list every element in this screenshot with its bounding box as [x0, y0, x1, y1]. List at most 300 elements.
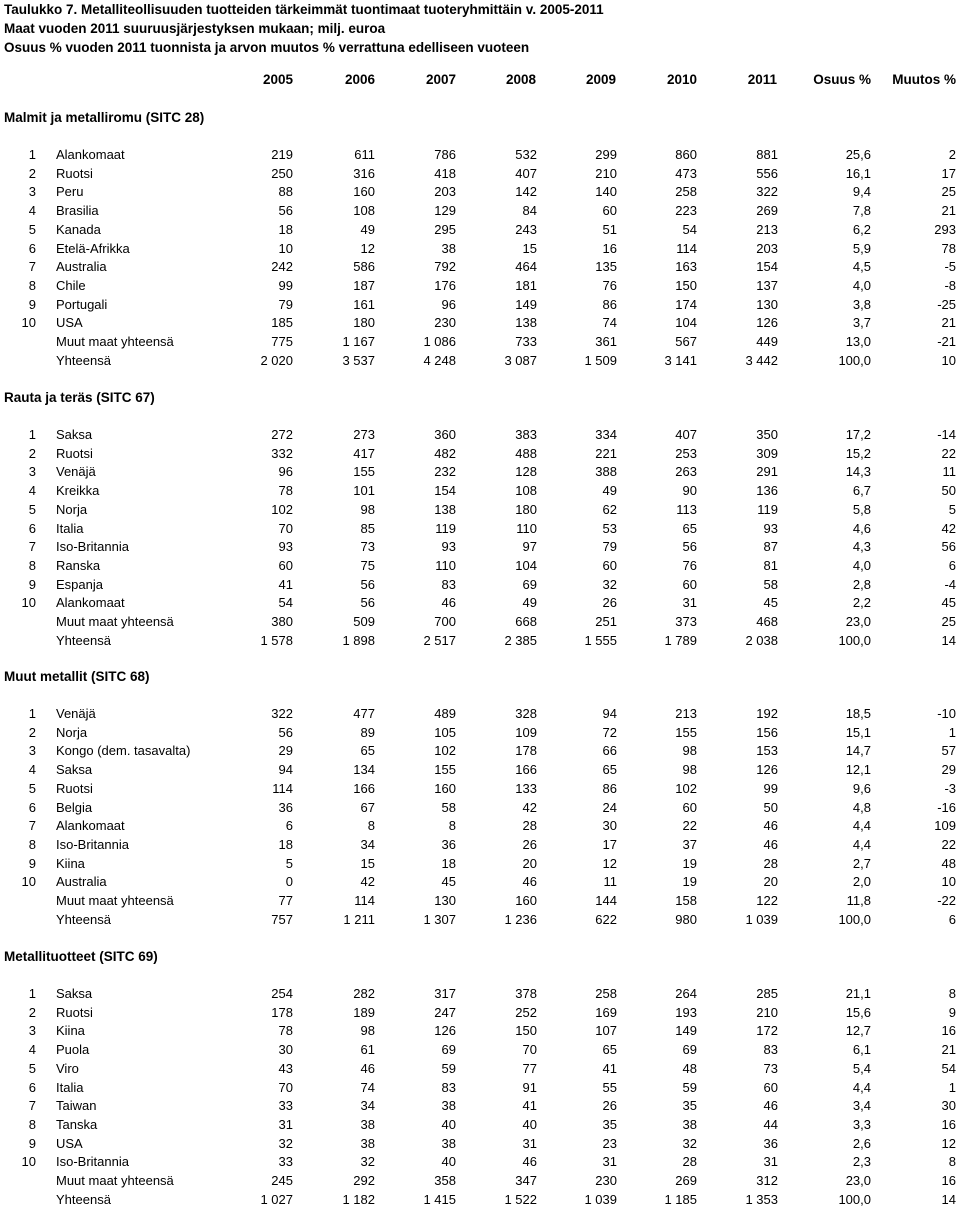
value-cell: 380 — [271, 614, 293, 630]
value-cell: 31 — [682, 595, 697, 611]
value-cell: 250 — [271, 165, 293, 181]
value-cell: 611 — [354, 147, 375, 162]
value-cell: 43 — [278, 1060, 293, 1076]
value-cell: 622 — [595, 911, 617, 927]
value-cell: 41 — [278, 576, 293, 592]
value-cell: 18 — [441, 855, 456, 871]
value-cell: 6,7 — [852, 483, 871, 499]
column-header: 2007 — [425, 72, 456, 87]
rank-cell: 10 — [21, 874, 36, 890]
value-cell: 219 — [271, 147, 293, 162]
value-cell: 185 — [271, 315, 293, 331]
value-cell: 60 — [602, 203, 617, 219]
value-cell: 3 087 — [504, 352, 537, 368]
value-cell: 17 — [602, 837, 617, 853]
value-cell: 23 — [602, 1135, 617, 1151]
value-cell: 4,8 — [852, 799, 871, 815]
value-cell: 252 — [515, 1004, 537, 1020]
value-cell: 97 — [522, 539, 537, 555]
value-cell: 2,7 — [852, 855, 871, 871]
value-cell: 70 — [278, 520, 293, 536]
value-cell: 1 167 — [342, 334, 375, 350]
value-cell: 272 — [271, 427, 293, 442]
value-cell: 38 — [682, 1117, 697, 1133]
rank-cell: 4 — [28, 762, 36, 778]
value-cell: 84 — [522, 203, 537, 219]
value-cell: 2 038 — [745, 632, 778, 648]
value-cell: 50 — [941, 483, 956, 499]
value-cell: 15 — [360, 855, 375, 871]
value-cell: 166 — [353, 780, 375, 796]
value-cell: 83 — [441, 576, 456, 592]
country-cell: Iso-Britannia — [56, 837, 129, 853]
value-cell: 881 — [756, 147, 778, 162]
value-cell: 53 — [602, 520, 617, 536]
rank-cell: 6 — [28, 1079, 36, 1095]
value-cell: 4,5 — [852, 259, 871, 275]
value-cell: 94 — [602, 706, 617, 721]
value-cell: 464 — [515, 259, 537, 275]
country-cell: Yhteensä — [56, 632, 111, 648]
value-cell: 14,7 — [845, 743, 871, 759]
country-cell: Italia — [56, 1079, 84, 1095]
value-cell: 15 — [522, 240, 537, 256]
table-row — [0, 557, 960, 575]
value-cell: 6 — [948, 911, 956, 927]
value-cell: 96 — [441, 296, 456, 312]
rank-cell: 4 — [28, 483, 36, 499]
table-row — [0, 296, 960, 314]
table-row — [0, 146, 960, 164]
value-cell: 46 — [763, 1098, 778, 1114]
value-cell: 2 — [948, 147, 956, 162]
value-cell: 25 — [941, 614, 956, 630]
value-cell: 35 — [682, 1098, 697, 1114]
rank-cell: 3 — [28, 464, 36, 480]
value-cell: 59 — [441, 1060, 456, 1076]
rank-cell: 4 — [28, 203, 36, 219]
value-cell: 58 — [441, 799, 456, 815]
value-cell: 50 — [763, 799, 778, 815]
value-cell: 42 — [941, 520, 956, 536]
value-cell: 61 — [360, 1042, 375, 1058]
value-cell: 3,7 — [852, 315, 871, 331]
table-row — [0, 333, 960, 351]
rank-cell: 1 — [28, 427, 36, 442]
rank-cell: 10 — [21, 315, 36, 331]
rank-cell: 1 — [28, 986, 36, 1001]
value-cell: 1 789 — [664, 632, 697, 648]
value-cell: 104 — [675, 315, 697, 331]
value-cell: 57 — [941, 743, 956, 759]
country-cell: Saksa — [56, 986, 93, 1001]
rank-cell: 5 — [28, 221, 36, 237]
table-row — [0, 1172, 960, 1190]
value-cell: 3,3 — [852, 1117, 871, 1133]
value-cell: 38 — [441, 1098, 456, 1114]
value-cell: 1 555 — [584, 632, 617, 648]
value-cell: 347 — [515, 1173, 537, 1189]
value-cell: 4 248 — [423, 352, 456, 368]
value-cell: 25 — [941, 184, 956, 200]
value-cell: 156 — [756, 724, 778, 740]
value-cell: 556 — [756, 165, 778, 181]
value-cell: 2 385 — [504, 632, 537, 648]
value-cell: 128 — [515, 464, 537, 480]
country-cell: Australia — [56, 874, 107, 890]
value-cell: 150 — [515, 1023, 537, 1039]
value-cell: 30 — [602, 818, 617, 834]
table-row — [0, 1116, 960, 1134]
country-cell: Muut maat yhteensä — [56, 334, 174, 350]
value-cell: -10 — [937, 706, 956, 721]
value-cell: 360 — [434, 427, 456, 442]
value-cell: 3 442 — [745, 352, 778, 368]
value-cell: 93 — [278, 539, 293, 555]
value-cell: 81 — [763, 558, 778, 574]
value-cell: 16 — [602, 240, 617, 256]
value-cell: 258 — [675, 184, 697, 200]
value-cell: 29 — [941, 762, 956, 778]
value-cell: 350 — [756, 427, 778, 442]
value-cell: 4,0 — [852, 558, 871, 574]
title-line-1: Taulukko 7. Metalliteollisuuden tuotteiden tärkeimmät tuontimaat tuoteryhmittäin v. 2005-2011 — [4, 2, 604, 17]
value-cell: 100,0 — [838, 632, 871, 648]
rank-cell: 5 — [28, 1060, 36, 1076]
country-cell: Muut maat yhteensä — [56, 893, 174, 909]
country-cell: Viro — [56, 1060, 79, 1076]
value-cell: 83 — [763, 1042, 778, 1058]
value-cell: 20 — [763, 874, 778, 890]
country-cell: Ranska — [56, 558, 101, 574]
value-cell: 407 — [675, 427, 697, 442]
value-cell: 160 — [434, 780, 456, 796]
value-cell: 449 — [756, 334, 778, 350]
column-header: 2008 — [505, 72, 536, 87]
value-cell: 49 — [522, 595, 537, 611]
table-row — [0, 183, 960, 201]
table-row — [0, 799, 960, 817]
value-cell: 70 — [278, 1079, 293, 1095]
value-cell: 60 — [682, 799, 697, 815]
value-cell: 210 — [595, 165, 617, 181]
value-cell: 102 — [434, 743, 456, 759]
table-row — [0, 1135, 960, 1153]
rank-cell: 6 — [28, 799, 36, 815]
table-row — [0, 1153, 960, 1171]
value-cell: 242 — [271, 259, 293, 275]
value-cell: 176 — [434, 278, 456, 294]
table-row — [0, 576, 960, 594]
value-cell: 15,1 — [845, 724, 871, 740]
value-cell: 77 — [278, 893, 293, 909]
country-cell: Kiina — [56, 855, 85, 871]
value-cell: 383 — [515, 427, 537, 442]
value-cell: 174 — [675, 296, 697, 312]
table-row — [0, 314, 960, 332]
value-cell: 140 — [595, 184, 617, 200]
table-row — [0, 538, 960, 556]
rank-cell: 3 — [28, 743, 36, 759]
value-cell: 98 — [682, 743, 697, 759]
value-cell: 46 — [360, 1060, 375, 1076]
value-cell: 586 — [353, 259, 375, 275]
value-cell: 49 — [602, 483, 617, 499]
value-cell: 20 — [522, 855, 537, 871]
rank-cell: 3 — [28, 184, 36, 200]
value-cell: 16,1 — [845, 165, 871, 181]
value-cell: 378 — [515, 986, 537, 1001]
value-cell: 3 537 — [342, 352, 375, 368]
value-cell: 155 — [675, 724, 697, 740]
rank-cell: 10 — [21, 595, 36, 611]
value-cell: 1 898 — [342, 632, 375, 648]
country-cell: Yhteensä — [56, 911, 111, 927]
value-cell: 1 039 — [745, 911, 778, 927]
table-row — [0, 742, 960, 760]
value-cell: 83 — [441, 1079, 456, 1095]
value-cell: 54 — [941, 1060, 956, 1076]
value-cell: 6,2 — [852, 221, 871, 237]
table-row — [0, 705, 960, 723]
value-cell: 104 — [515, 558, 537, 574]
value-cell: 10 — [941, 874, 956, 890]
value-cell: 567 — [675, 334, 697, 350]
table-row — [0, 892, 960, 910]
value-cell: 388 — [595, 464, 617, 480]
value-cell: 1 415 — [423, 1191, 456, 1207]
value-cell: 22 — [941, 445, 956, 461]
value-cell: 328 — [515, 706, 537, 721]
column-header: 2006 — [344, 72, 375, 87]
value-cell: 28 — [682, 1154, 697, 1170]
value-cell: 180 — [353, 315, 375, 331]
table-row — [0, 426, 960, 444]
rank-cell: 4 — [28, 1042, 36, 1058]
rank-cell: 8 — [28, 558, 36, 574]
table-row — [0, 1041, 960, 1059]
value-cell: 4,0 — [852, 278, 871, 294]
value-cell: 32 — [278, 1135, 293, 1151]
value-cell: -5 — [944, 259, 956, 275]
country-cell: USA — [56, 1135, 83, 1151]
value-cell: 203 — [434, 184, 456, 200]
section-title: Metallituotteet (SITC 69) — [4, 949, 158, 964]
value-cell: 418 — [434, 165, 456, 181]
value-cell: 32 — [360, 1154, 375, 1170]
value-cell: 119 — [435, 520, 456, 536]
value-cell: 46 — [763, 837, 778, 853]
value-cell: 193 — [675, 1004, 697, 1020]
value-cell: 26 — [602, 595, 617, 611]
value-cell: 1 — [948, 1079, 956, 1095]
value-cell: 12,7 — [845, 1023, 871, 1039]
value-cell: 105 — [434, 724, 456, 740]
value-cell: 46 — [441, 595, 456, 611]
table-row — [0, 873, 960, 891]
value-cell: 134 — [353, 762, 375, 778]
value-cell: 34 — [360, 837, 375, 853]
country-cell: Belgia — [56, 799, 93, 815]
value-cell: 69 — [441, 1042, 456, 1058]
value-cell: 42 — [360, 874, 375, 890]
table-row — [0, 240, 960, 258]
rank-cell: 7 — [28, 818, 36, 834]
value-cell: 1 211 — [343, 911, 375, 927]
rank-cell: 2 — [28, 724, 36, 740]
value-cell: 36 — [441, 837, 456, 853]
value-cell: 12 — [941, 1135, 956, 1151]
value-cell: 26 — [522, 837, 537, 853]
rank-cell: 2 — [28, 445, 36, 461]
table-row — [0, 221, 960, 239]
value-cell: 29 — [278, 743, 293, 759]
value-cell: 180 — [515, 501, 537, 517]
table-row — [0, 482, 960, 500]
value-cell: 230 — [434, 315, 456, 331]
rank-cell: 7 — [28, 259, 36, 275]
value-cell: 4,4 — [852, 837, 871, 853]
value-cell: 12,1 — [845, 762, 871, 778]
value-cell: 98 — [360, 1023, 375, 1039]
value-cell: 48 — [682, 1060, 697, 1076]
value-cell: 309 — [756, 445, 778, 461]
rank-cell: 7 — [28, 1098, 36, 1114]
value-cell: 178 — [271, 1004, 293, 1020]
table-row — [0, 724, 960, 742]
value-cell: 11 — [942, 464, 956, 480]
value-cell: 15,2 — [845, 445, 871, 461]
value-cell: 122 — [756, 893, 778, 909]
table-row — [0, 780, 960, 798]
column-header: 2011 — [747, 72, 777, 87]
value-cell: 155 — [353, 464, 375, 480]
value-cell: 56 — [360, 576, 375, 592]
value-cell: 56 — [941, 539, 956, 555]
value-cell: 40 — [441, 1117, 456, 1133]
value-cell: 65 — [682, 520, 697, 536]
value-cell: -21 — [937, 334, 956, 350]
value-cell: 14 — [941, 632, 956, 648]
value-cell: 77 — [522, 1060, 537, 1076]
value-cell: 94 — [278, 762, 293, 778]
country-cell: Brasilia — [56, 203, 99, 219]
value-cell: 5 — [285, 855, 293, 871]
country-cell: Portugali — [56, 296, 108, 312]
table-row — [0, 855, 960, 873]
value-cell: 2 020 — [260, 352, 293, 368]
country-cell: Taiwan — [56, 1098, 97, 1114]
value-cell: 468 — [756, 614, 778, 630]
value-cell: 254 — [271, 986, 293, 1001]
country-cell: Puola — [56, 1042, 90, 1058]
country-cell: Kanada — [56, 221, 101, 237]
value-cell: 45 — [441, 874, 456, 890]
value-cell: 1 039 — [584, 1191, 617, 1207]
value-cell: 223 — [675, 203, 697, 219]
value-cell: 1 086 — [423, 334, 456, 350]
value-cell: 21 — [941, 1042, 956, 1058]
value-cell: 2,0 — [852, 874, 871, 890]
rank-cell: 9 — [28, 576, 36, 592]
value-cell: 18 — [278, 837, 293, 853]
value-cell: 31 — [522, 1135, 537, 1151]
country-cell: Espanja — [56, 576, 103, 592]
rank-cell: 3 — [28, 1023, 36, 1039]
value-cell: 73 — [360, 539, 375, 555]
value-cell: 18,5 — [845, 706, 871, 721]
value-cell: 1 509 — [584, 352, 617, 368]
value-cell: 9,4 — [852, 184, 871, 200]
value-cell: 14 — [941, 1191, 956, 1207]
value-cell: 163 — [675, 259, 697, 275]
value-cell: 69 — [682, 1042, 697, 1058]
value-cell: 138 — [434, 501, 456, 517]
value-cell: 154 — [434, 483, 456, 499]
value-cell: 135 — [595, 259, 617, 275]
value-cell: 358 — [434, 1173, 456, 1189]
value-cell: 160 — [353, 184, 375, 200]
value-cell: 1 522 — [504, 1191, 537, 1207]
rank-cell: 9 — [28, 855, 36, 871]
table-row — [0, 761, 960, 779]
value-cell: 3 141 — [664, 352, 697, 368]
value-cell: 11 — [603, 874, 617, 890]
value-cell: -3 — [944, 780, 956, 796]
value-cell: 158 — [675, 893, 697, 909]
value-cell: 245 — [271, 1173, 293, 1189]
value-cell: 78 — [278, 483, 293, 499]
value-cell: 74 — [360, 1079, 375, 1095]
value-cell: 130 — [756, 296, 778, 312]
value-cell: -4 — [944, 576, 956, 592]
value-cell: 169 — [595, 1004, 617, 1020]
country-cell: Italia — [56, 520, 84, 536]
value-cell: 16 — [941, 1173, 956, 1189]
value-cell: 31 — [278, 1117, 293, 1133]
value-cell: 107 — [595, 1023, 617, 1039]
value-cell: 230 — [595, 1173, 617, 1189]
table-row — [0, 1004, 960, 1022]
table-row — [0, 985, 960, 1003]
value-cell: 138 — [515, 315, 537, 331]
value-cell: 17 — [941, 165, 956, 181]
value-cell: 334 — [595, 427, 617, 442]
value-cell: 30 — [278, 1042, 293, 1058]
value-cell: 70 — [522, 1042, 537, 1058]
value-cell: 30 — [941, 1098, 956, 1114]
value-cell: 44 — [763, 1117, 778, 1133]
value-cell: 172 — [756, 1023, 778, 1039]
value-cell: 102 — [675, 780, 697, 796]
country-cell: Muut maat yhteensä — [56, 614, 174, 630]
value-cell: 477 — [353, 706, 375, 721]
value-cell: 65 — [602, 762, 617, 778]
value-cell: 16 — [941, 1023, 956, 1039]
value-cell: 46 — [522, 1154, 537, 1170]
value-cell: 1 — [948, 724, 956, 740]
value-cell: 1 353 — [745, 1191, 778, 1207]
table-row — [0, 836, 960, 854]
title-line-3: Osuus % vuoden 2011 tuonnista ja arvon muutos % verrattuna edelliseen vuoteen — [4, 40, 530, 55]
value-cell: 668 — [515, 614, 537, 630]
value-cell: 100,0 — [838, 1191, 871, 1207]
value-cell: 126 — [434, 1023, 456, 1039]
value-cell: 34 — [360, 1098, 375, 1114]
rank-cell: 10 — [21, 1154, 36, 1170]
country-cell: Norja — [56, 501, 88, 517]
value-cell: 98 — [682, 762, 697, 778]
